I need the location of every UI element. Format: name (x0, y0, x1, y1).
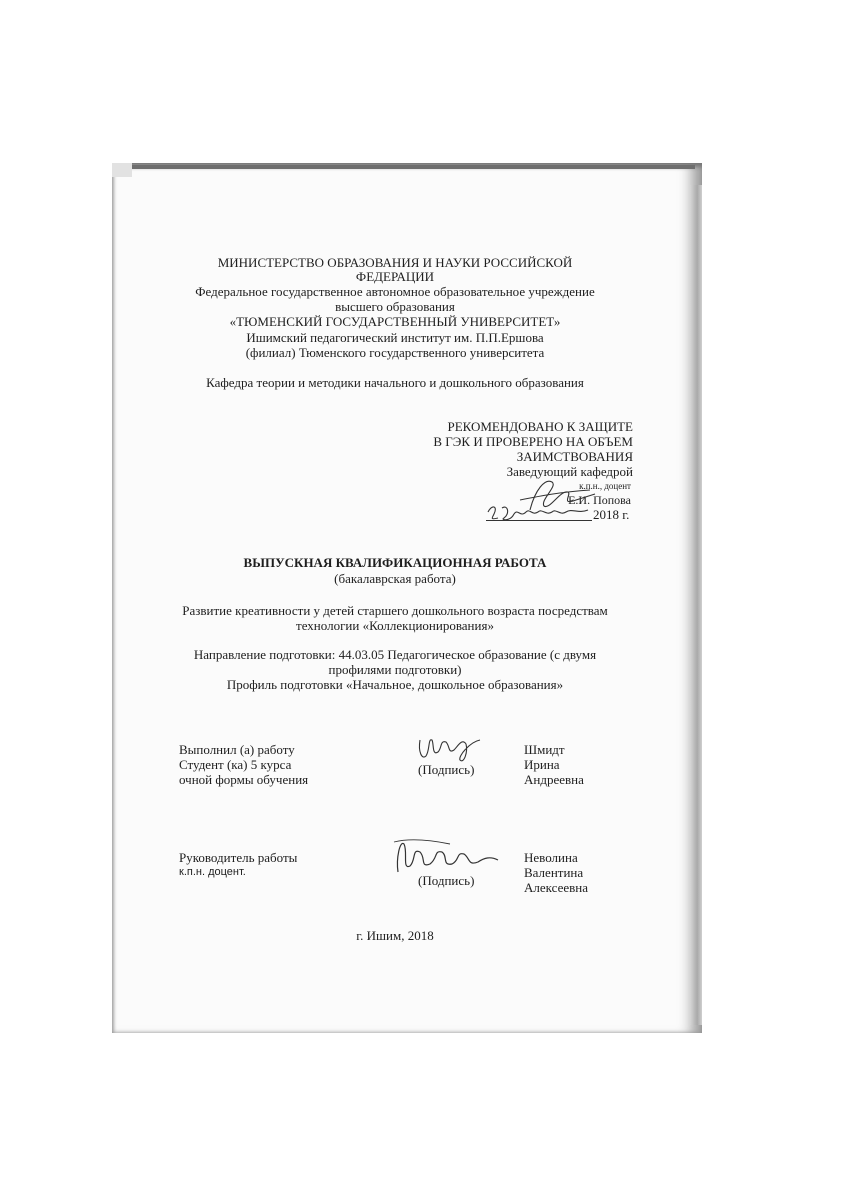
topic-line-2: технологии «Коллекционирования» (296, 618, 494, 633)
approval-line-2: В ГЭК И ПРОВЕРЕНО НА ОБЪЕМ (433, 434, 633, 449)
approval-line-3: ЗАИМСТВОВАНИЯ (516, 449, 633, 464)
institution-type: Федеральное государственное автономное образовательное учреждение (195, 284, 595, 299)
student-label-2: Студент (ка) 5 курса (179, 757, 292, 772)
student-label-3: очной формы обучения (179, 772, 309, 787)
place-year: г. Ишим, 2018 (356, 928, 434, 943)
sheet-top-edge (130, 165, 695, 169)
approval-degree: к.п.н., доцент (579, 481, 631, 491)
supervisor-first-name: Валентина (524, 865, 584, 880)
department-name: Кафедра теории и методики начального и дошкольного образования (206, 375, 584, 390)
sheet-right-edge (690, 185, 702, 1025)
supervisor-label-1: Руководитель работы (179, 850, 298, 865)
student-patronymic: Андреевна (524, 772, 584, 787)
student-surname: Шмидт (524, 742, 565, 757)
ministry-line-2: ФЕДЕРАЦИИ (355, 269, 435, 284)
supervisor-label-2: к.п.н. доцент. (179, 866, 246, 878)
handwritten-date-image (484, 500, 594, 525)
supervisor-patronymic: Алексеевна (524, 880, 588, 895)
branch-name: (филиал) Тюменского государственного университета (245, 345, 545, 360)
direction-line-2: профилями подготовки) (328, 662, 462, 677)
supervisor-surname: Неволина (524, 850, 578, 865)
ministry-line-1: МИНИСТЕРСТВО ОБРАЗОВАНИЯ И НАУКИ РОССИЙСКОЙ (217, 255, 573, 270)
work-title: ВЫПУСКНАЯ КВАЛИФИКАЦИОННАЯ РАБОТА (243, 555, 547, 570)
direction-line-1: Направление подготовки: 44.03.05 Педагогическое образование (с двумя (193, 647, 597, 662)
profile-line: Профиль подготовки «Начальное, дошкольное образования» (226, 677, 564, 692)
sheet-left-edge (112, 163, 132, 177)
institute-name: Ишимский педагогический институт им. П.П.Ершова (246, 330, 544, 345)
student-first-name: Ирина (524, 757, 560, 772)
university-name: «ТЮМЕНСКИЙ ГОСУДАРСТВЕННЫЙ УНИВЕРСИТЕТ» (229, 314, 561, 329)
supervisor-signature-caption: (Подпись) (418, 873, 475, 888)
approval-name: Е.И. Попова (568, 493, 631, 507)
topic-line-1: Развитие креативности у детей старшего дошкольного возраста посредствам (182, 603, 608, 618)
approval-year: 2018 г. (593, 507, 630, 522)
education-level: высшего образования (335, 299, 455, 314)
student-signature-caption: (Подпись) (418, 762, 475, 777)
student-label-1: Выполнил (а) работу (179, 742, 295, 757)
approval-role: Заведующий кафедрой (506, 464, 633, 479)
approval-line-1: РЕКОМЕНДОВАНО К ЗАЩИТЕ (447, 419, 633, 434)
work-type: (бакалаврская работа) (334, 571, 456, 586)
